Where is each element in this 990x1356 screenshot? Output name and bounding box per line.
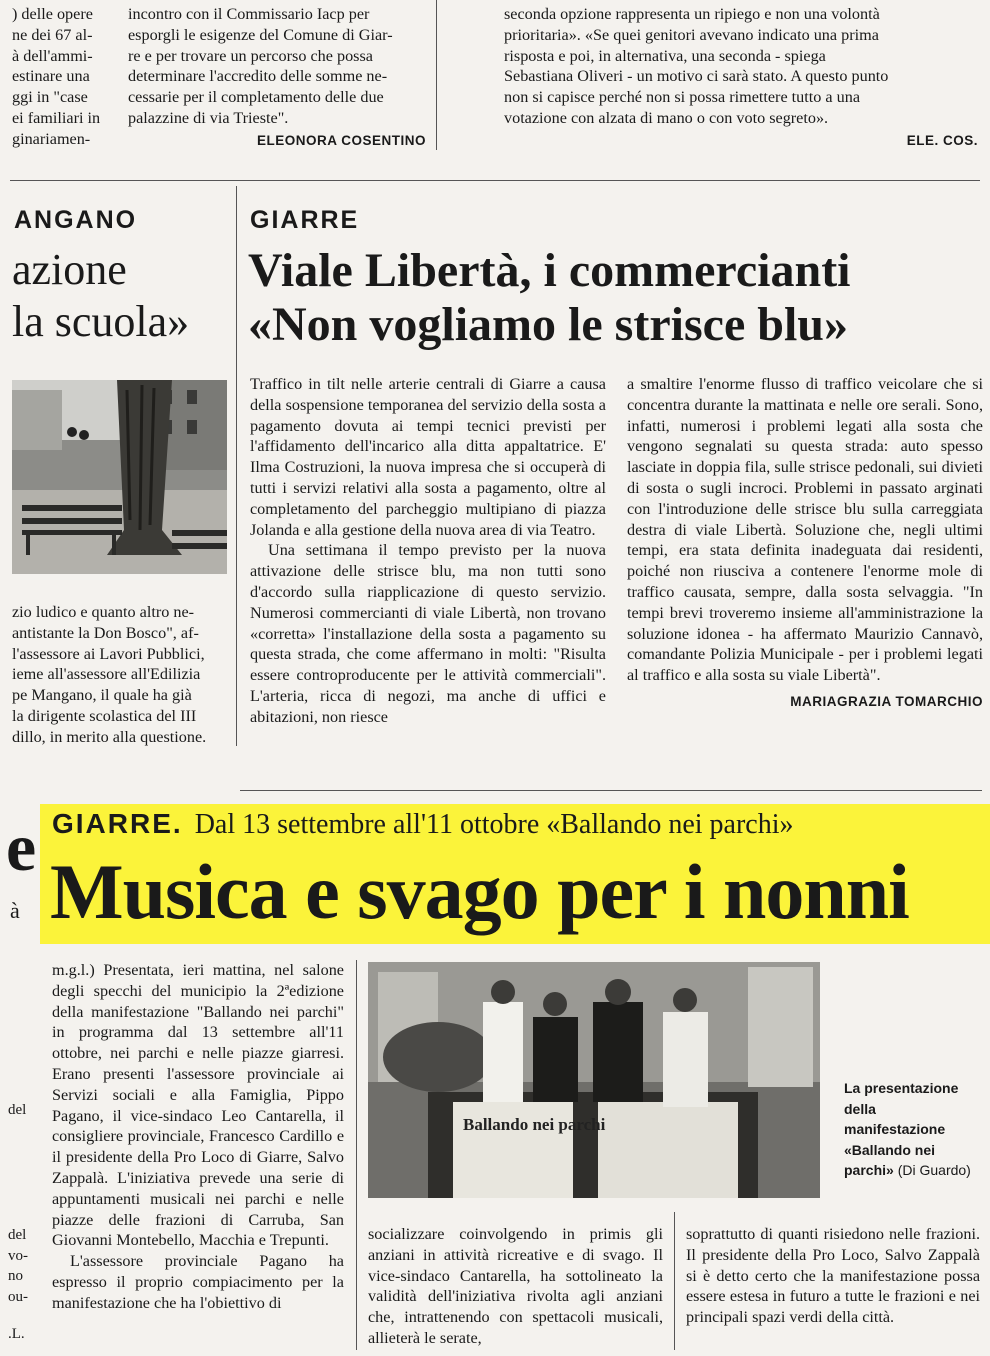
text-line: ginariamen- (12, 129, 91, 148)
ballando-headline: Musica e svago per i nonni (50, 848, 909, 935)
top-right-column (504, 4, 978, 152)
left-margin-big-letter: e (6, 809, 37, 885)
text-line: votazione con alzata di mano o con voto segreto». (504, 108, 829, 127)
paragraph: a smaltire l'enorme flusso di traffico veicolare che si concentra durante la mattinata e nelle ore serali. Sono, infatti, numerosi i problemi legati alla sosta che vengono segnalati su questa strada: auto spesso lasciate in doppia fila, sulle strisce pedonali, sui divieti di sosta o sugli incroci. Problemi in passato arginati con l'introduzione delle strisce blu sulla carreggiata destra di viale Libertà. Soluzione che, negli ultimi tempi, era stata definita inadeguata dai residenti, poiché non riusciva a contenere l'enorme mole di traffico causata, sempre, dalla sosta selvaggia. "In tempi brevi troveremo insieme all'amministrazione la soluzione idonea - ha affermato Maurizio Cannavò, comandante Polizia Municipale - per i problemi legati al traffico e alla sosta su viale Libertà". (627, 375, 983, 685)
text-line: ne dei 67 al- (12, 25, 93, 44)
ballando-column-2 (368, 1224, 663, 1349)
main-column-2 (627, 374, 983, 713)
text-line: ) delle opere (12, 5, 93, 23)
park-scene-image (12, 380, 227, 574)
text-line: dillo, in merito alla questione. (12, 727, 207, 746)
presentation-photo (368, 962, 820, 1198)
text-line: la dirigente scolastica del III (12, 706, 197, 725)
ballando-subhead: Dal 13 settembre all'11 ottobre «Ballando nei parchi» (194, 809, 794, 840)
park-photo (12, 380, 227, 574)
headline-line: azione (12, 245, 127, 294)
text-line: cessarie per il completamento delle due (128, 88, 384, 107)
text-line: esporgli le esigenze del Comune di Giar- (128, 25, 393, 44)
left-kicker: ANGANO (14, 206, 138, 234)
left-headline (12, 244, 227, 348)
column-rule (436, 0, 437, 150)
text-fragment: del (8, 1102, 27, 1118)
byline: MARIAGRAZIA TOMARCHIO (790, 693, 983, 709)
section-rule (10, 180, 980, 181)
main-kicker: GIARRE (250, 206, 360, 234)
section-rule (240, 790, 982, 791)
ballando-column-1 (52, 960, 344, 1314)
paragraph: Una settimana il tempo previsto per la nuova attivazione delle strisce blu, ma non tutti sono d'accordo sulla riapplicazione di questo servizio. Numerosi commercianti di viale Libertà, non trovano «corretta» l'installazione della sosta a pagamento su questa strada, che come affermano in molti: "Risulta essere controproducente per le attività commerciali". L'arteria, ricca di negozi, ma anche di uffici e abitazioni, non riesce (250, 541, 606, 726)
caption-credit: (Di Guardo) (897, 1162, 971, 1178)
paragraph: m.g.l.) Presentata, ieri mattina, nel salone degli specchi del municipio la 2ªedizione della manifestazione "Ballando nei parchi" in programma dal 13 settembre all'11 ottobre, nei parchi e nelle piazze giarresi. Erano presenti l'assessore provinciale ai Servizi sociali e alla Famiglia, Pippo Pagano, il vice-sindaco Leo Cantarella, il consigliere provinciale, Francesco Cardillo e il presidente della Pro Loco di Giarre, Salvo Zappalà. L'iniziativa prevede una serie di appuntamenti musicali nei parchi e nelle piazze delle frazioni di Carruba, San Giovanni Montebello, Macchia e Trepunti. (52, 961, 344, 1250)
text-fragment: no (8, 1268, 23, 1285)
text-line: estinare una (12, 67, 90, 86)
left-article-body (12, 602, 227, 748)
text-fragment: vo- (8, 1247, 28, 1264)
paragraph: socializzare coinvolgendo in primis gli anziani in attività ricreative e di svago. Il vice-sindaco Cantarella, ha sottolineato la validità dell'iniziativa rivolta agli anziani che, intrattenendo con spettacoli musicali, allieterà le serate, (368, 1225, 663, 1347)
headline-line: Viale Libertà, i commercianti (248, 244, 851, 297)
byline: ELE. COS. (906, 132, 978, 148)
byline: ELEONORA COSENTINO (256, 132, 426, 148)
photo-banner-text: Ballando nei parchi (463, 1115, 606, 1134)
text-fragment: ou- (8, 1289, 28, 1306)
text-line: ei familiari in (12, 108, 101, 127)
text-fragment: .L. (8, 1325, 25, 1342)
text-line: antistante la Don Bosco", af- (12, 623, 199, 642)
presentation-scene-image (368, 962, 820, 1198)
column-rule (236, 186, 237, 746)
text-line: à dell'ammi- (12, 46, 93, 65)
top-middle-column (128, 4, 426, 152)
left-margin-accent: à (10, 898, 20, 923)
text-line: pe Mangano, il quale ha già (12, 686, 192, 705)
ballando-kicker: GIARRE. (52, 808, 183, 839)
paragraph: soprattutto di quanti risiedono nelle frazioni. Il presidente della Pro Loco, Salvo Zappalà si è detto certo che la manifestazione possa essere estesa in futuro a tutte le frazioni e nei principali spazi verdi della città. (686, 1225, 980, 1327)
text-line: ggi in "case (12, 88, 88, 107)
text-line: prioritaria». «Se quei genitori avevano indicato una prima (504, 25, 879, 44)
text-line: incontro con il Commissario Iacp per (128, 5, 370, 23)
text-line: risposta e poi, in alternativa, una seconda - spiega (504, 46, 826, 65)
main-headline (248, 244, 983, 352)
column-rule (356, 960, 357, 1350)
text-line: ieme all'assessore all'Edilizia (12, 665, 201, 684)
text-line: non si capisce perché non si possa rimettere tutto a una (504, 88, 861, 107)
text-line: re e per trovare un percorso che possa (128, 46, 373, 65)
text-line: Sebastiana Oliveri - un motivo ci sarà stato. A questo punto (504, 67, 889, 86)
top-left-column (12, 4, 112, 150)
text-line: l'assessore ai Lavori Pubblici, (12, 644, 205, 663)
column-rule (674, 1212, 675, 1350)
ballando-subhead-row (52, 808, 794, 841)
left-margin-fragments (8, 1100, 38, 1345)
text-fragment: del (8, 1226, 27, 1243)
text-line: palazzine di via Trieste". (128, 108, 289, 127)
photo-caption (844, 1078, 980, 1181)
paragraph: Traffico in tilt nelle arterie centrali di Giarre a causa della sospensione temporanea del servizio della sosta a pagamento dovuta ai tempi tecnici previsti per l'affidamento dell'incarico alla ditta appaltatrice. E' Ilma Costruzioni, la nuova impresa che si occuperà di tutti i servizi relativi alla sosta a pagamento, oltre al completamento del parcheggio multipiano di piazza Jolanda e alla gestione della nuova area di via Teatro. (250, 375, 606, 539)
paragraph: L'assessore provinciale Pagano ha espresso il proprio compiacimento per la manifestazione che ha l'obiettivo di (52, 1252, 344, 1312)
headline-line: «Non vogliamo le strisce blu» (248, 298, 848, 351)
ballando-column-3 (686, 1224, 980, 1328)
caption-text: La presentazione della manifestazione «Ballando nei parchi» (844, 1080, 959, 1178)
headline-line: la scuola» (12, 297, 190, 346)
text-line: seconda opzione rappresenta un ripiego e non una volontà (504, 5, 880, 23)
main-column-1 (250, 374, 606, 728)
text-line: zio ludico e quanto altro ne- (12, 603, 195, 621)
text-line: determinare l'accredito delle somme ne- (128, 67, 388, 86)
